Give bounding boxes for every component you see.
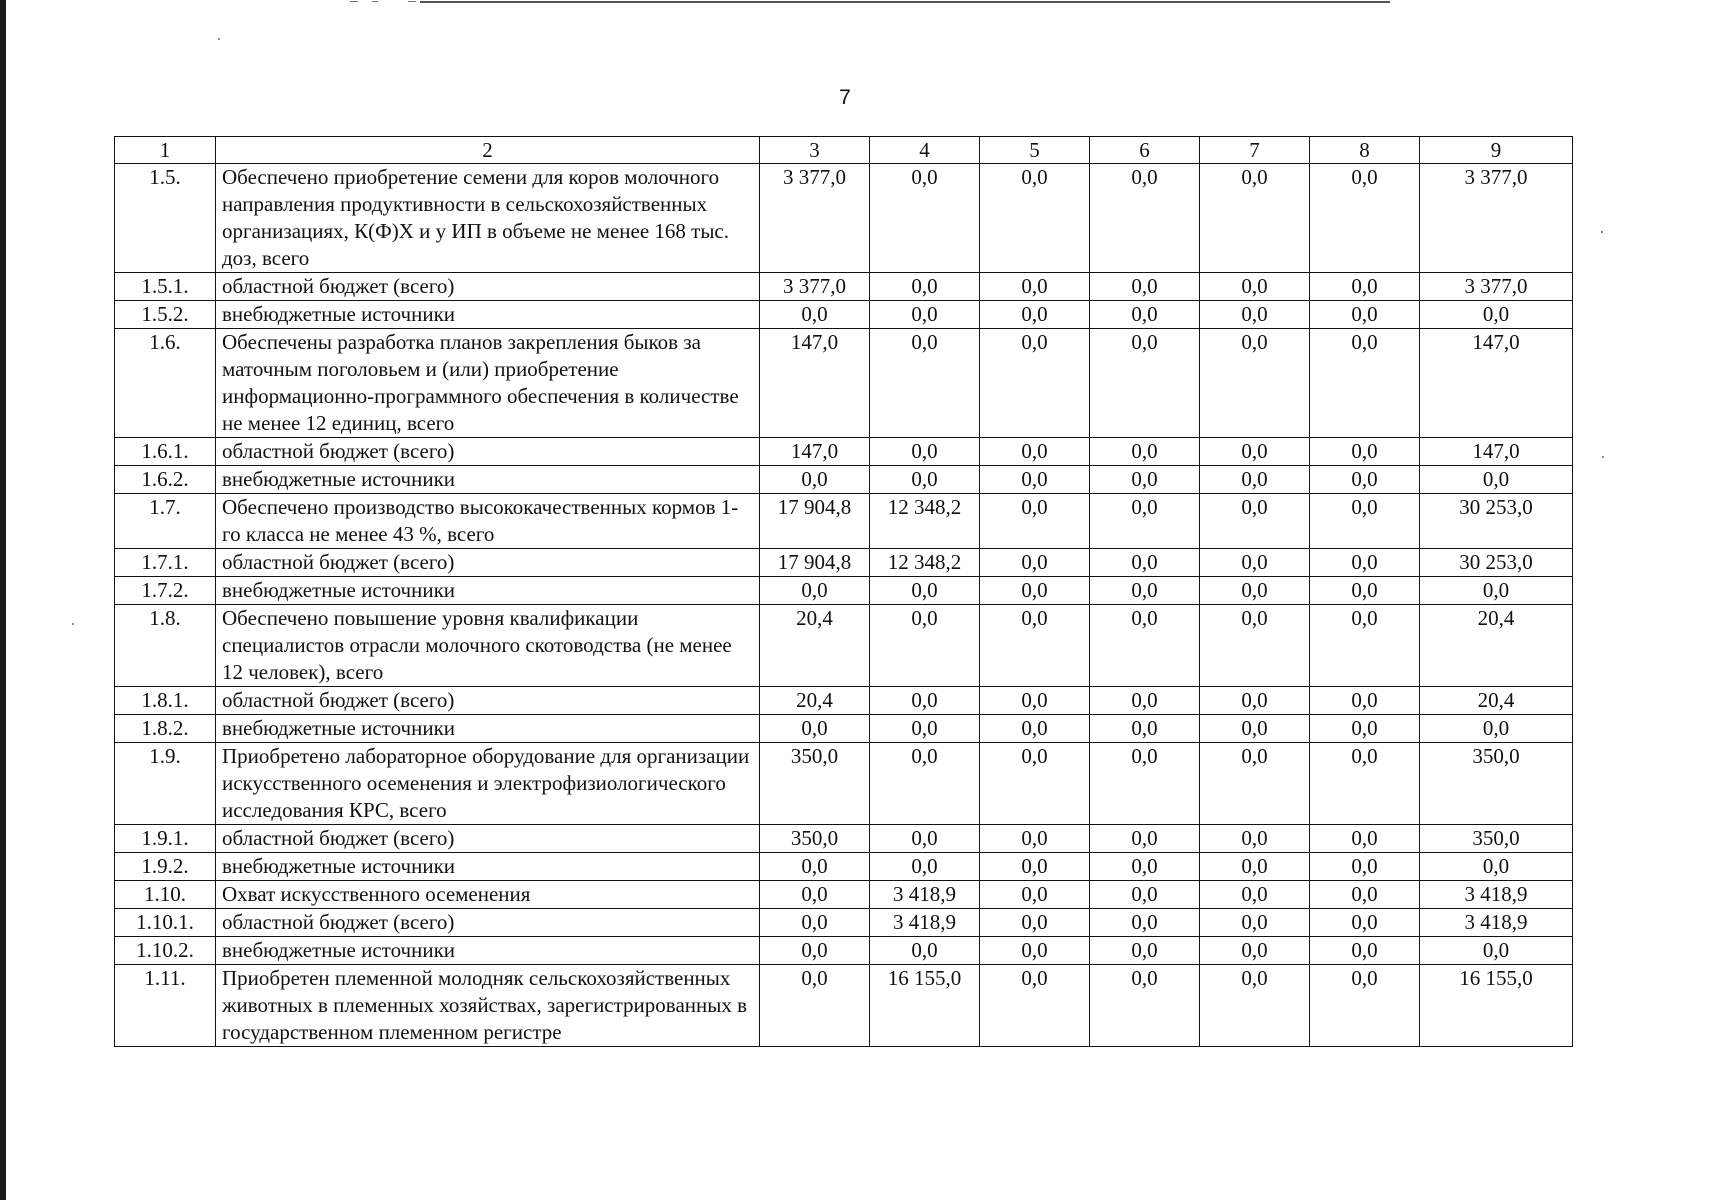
row-total: 0,0 [1420, 466, 1573, 494]
table-row [115, 687, 1573, 715]
row-value: 0,0 [1090, 273, 1200, 301]
row-value: 0,0 [1310, 715, 1420, 743]
row-value: 0,0 [1090, 965, 1200, 1047]
row-description: Обеспечено производство высококачественных кормов 1-го класса не менее 43 %, всего [216, 494, 760, 549]
row-value: 0,0 [1200, 466, 1310, 494]
row-code: 1.11. [115, 965, 216, 1047]
column-header: 5 [980, 137, 1090, 164]
row-value: 3 377,0 [760, 273, 870, 301]
row-value: 0,0 [870, 577, 980, 605]
row-description: Обеспечено приобретение семени для коров молочного направления продуктивности в сельскохозяйственных организациях, К(Ф)Х и у ИП в объеме не менее 168 тыс. доз, всего [216, 164, 760, 273]
page-number: 7 [839, 86, 851, 109]
row-total: 3 418,9 [1420, 909, 1573, 937]
column-header: 3 [760, 137, 870, 164]
row-value: 12 348,2 [870, 549, 980, 577]
row-value: 0,0 [1200, 909, 1310, 937]
row-description: внебюджетные источники [216, 301, 760, 329]
row-description: Обеспечено повышение уровня квалификации специалистов отрасли молочного скотоводства (не менее 12 человек), всего [216, 605, 760, 687]
row-value: 0,0 [980, 329, 1090, 438]
row-value: 0,0 [1310, 909, 1420, 937]
row-value: 0,0 [980, 937, 1090, 965]
row-value: 0,0 [760, 937, 870, 965]
scan-mark [372, 1, 378, 2]
row-description: областной бюджет (всего) [216, 825, 760, 853]
row-value: 0,0 [1090, 164, 1200, 273]
row-value: 350,0 [760, 825, 870, 853]
row-code: 1.9.2. [115, 853, 216, 881]
row-description: внебюджетные источники [216, 466, 760, 494]
row-value: 0,0 [1200, 743, 1310, 825]
row-value: 0,0 [1090, 466, 1200, 494]
row-value: 0,0 [980, 909, 1090, 937]
row-value: 0,0 [870, 329, 980, 438]
row-value: 0,0 [760, 965, 870, 1047]
row-value: 0,0 [760, 577, 870, 605]
row-value: 16 155,0 [870, 965, 980, 1047]
row-value: 0,0 [980, 549, 1090, 577]
row-code: 1.10.2. [115, 937, 216, 965]
row-total: 20,4 [1420, 687, 1573, 715]
row-value: 0,0 [1090, 577, 1200, 605]
row-value: 0,0 [1200, 881, 1310, 909]
row-description: Приобретен племенной молодняк сельскохозяйственных животных в племенных хозяйствах, зарегистрированных в государственном племенном регистре [216, 965, 760, 1047]
row-value: 0,0 [1310, 164, 1420, 273]
table-row [115, 577, 1573, 605]
column-header: 7 [1200, 137, 1310, 164]
row-value: 0,0 [980, 687, 1090, 715]
row-value: 0,0 [1200, 715, 1310, 743]
column-header: 2 [216, 137, 760, 164]
row-value: 0,0 [1200, 825, 1310, 853]
row-value: 3 418,9 [870, 909, 980, 937]
table-row [115, 329, 1573, 438]
row-value: 0,0 [980, 438, 1090, 466]
scan-speck [72, 623, 74, 625]
row-value: 0,0 [1200, 438, 1310, 466]
row-value: 0,0 [1090, 853, 1200, 881]
row-value: 20,4 [760, 605, 870, 687]
row-value: 0,0 [760, 466, 870, 494]
row-value: 0,0 [1200, 301, 1310, 329]
row-value: 0,0 [1310, 329, 1420, 438]
table-row [115, 273, 1573, 301]
scan-mark [408, 1, 416, 2]
column-header: 1 [115, 137, 216, 164]
row-value: 0,0 [1310, 605, 1420, 687]
row-total: 350,0 [1420, 825, 1573, 853]
row-value: 350,0 [760, 743, 870, 825]
row-code: 1.10.1. [115, 909, 216, 937]
row-description: внебюджетные источники [216, 853, 760, 881]
row-value: 0,0 [870, 273, 980, 301]
row-description: Охват искусственного осеменения [216, 881, 760, 909]
row-value: 0,0 [1090, 715, 1200, 743]
row-value: 0,0 [980, 494, 1090, 549]
row-code: 1.5.2. [115, 301, 216, 329]
table-row [115, 466, 1573, 494]
row-description: Приобретено лабораторное оборудование для организации искусственного осеменения и электрофизиологического исследования КРС, всего [216, 743, 760, 825]
scan-mark [350, 1, 358, 2]
row-value: 0,0 [760, 881, 870, 909]
row-total: 30 253,0 [1420, 494, 1573, 549]
row-value: 0,0 [760, 909, 870, 937]
row-value: 0,0 [1200, 329, 1310, 438]
row-value: 0,0 [1310, 965, 1420, 1047]
table-row [115, 301, 1573, 329]
table-row [115, 715, 1573, 743]
table-row [115, 909, 1573, 937]
row-value: 0,0 [1200, 853, 1310, 881]
row-value: 0,0 [1090, 605, 1200, 687]
row-total: 0,0 [1420, 577, 1573, 605]
row-total: 147,0 [1420, 438, 1573, 466]
scan-top-rule [420, 1, 1390, 3]
row-code: 1.10. [115, 881, 216, 909]
row-description: областной бюджет (всего) [216, 549, 760, 577]
row-value: 0,0 [1310, 577, 1420, 605]
row-value: 0,0 [1200, 577, 1310, 605]
row-value: 0,0 [870, 466, 980, 494]
table-row [115, 937, 1573, 965]
row-value: 0,0 [1090, 549, 1200, 577]
row-total: 0,0 [1420, 715, 1573, 743]
row-value: 0,0 [980, 577, 1090, 605]
row-description: областной бюджет (всего) [216, 438, 760, 466]
row-value: 0,0 [1090, 301, 1200, 329]
row-value: 0,0 [1310, 853, 1420, 881]
row-description: внебюджетные источники [216, 715, 760, 743]
row-total: 350,0 [1420, 743, 1573, 825]
row-value: 0,0 [980, 466, 1090, 494]
row-value: 3 377,0 [760, 164, 870, 273]
row-code: 1.6. [115, 329, 216, 438]
row-value: 0,0 [870, 825, 980, 853]
table-header-row [115, 137, 1573, 164]
row-value: 0,0 [870, 853, 980, 881]
column-header: 6 [1090, 137, 1200, 164]
row-code: 1.7.1. [115, 549, 216, 577]
row-value: 0,0 [980, 605, 1090, 687]
row-value: 0,0 [1090, 937, 1200, 965]
row-value: 0,0 [1200, 687, 1310, 715]
table-row [115, 743, 1573, 825]
row-code: 1.6.2. [115, 466, 216, 494]
row-description: Обеспечены разработка планов закрепления быков за маточным поголовьем и (или) приобретение информационно-программного обеспечения в количестве не менее 12 единиц, всего [216, 329, 760, 438]
row-value: 0,0 [1310, 937, 1420, 965]
row-value: 20,4 [760, 687, 870, 715]
row-value: 0,0 [870, 164, 980, 273]
row-code: 1.5. [115, 164, 216, 273]
row-description: областной бюджет (всего) [216, 909, 760, 937]
row-value: 0,0 [1090, 909, 1200, 937]
scan-edge-shadow [0, 0, 6, 1200]
row-value: 0,0 [1310, 825, 1420, 853]
table-row [115, 605, 1573, 687]
row-value: 0,0 [1090, 743, 1200, 825]
row-code: 1.8.2. [115, 715, 216, 743]
table-row [115, 438, 1573, 466]
row-value: 3 418,9 [870, 881, 980, 909]
row-value: 0,0 [1310, 301, 1420, 329]
row-value: 0,0 [760, 715, 870, 743]
row-value: 0,0 [1090, 438, 1200, 466]
row-value: 0,0 [1200, 965, 1310, 1047]
row-value: 0,0 [1200, 494, 1310, 549]
row-value: 0,0 [980, 825, 1090, 853]
column-header: 9 [1420, 137, 1573, 164]
row-value: 147,0 [760, 329, 870, 438]
row-code: 1.8.1. [115, 687, 216, 715]
row-value: 0,0 [1200, 605, 1310, 687]
row-total: 0,0 [1420, 937, 1573, 965]
scan-speck [1602, 456, 1604, 458]
row-value: 0,0 [1090, 881, 1200, 909]
table-row [115, 853, 1573, 881]
table-row [115, 494, 1573, 549]
row-value: 0,0 [760, 301, 870, 329]
row-total: 147,0 [1420, 329, 1573, 438]
row-code: 1.9. [115, 743, 216, 825]
row-total: 0,0 [1420, 853, 1573, 881]
row-total: 3 377,0 [1420, 164, 1573, 273]
row-value: 0,0 [980, 743, 1090, 825]
scan-speck [218, 38, 220, 40]
row-description: областной бюджет (всего) [216, 273, 760, 301]
row-description: внебюджетные источники [216, 937, 760, 965]
row-value: 147,0 [760, 438, 870, 466]
table-row [115, 825, 1573, 853]
row-value: 0,0 [1310, 438, 1420, 466]
row-value: 0,0 [870, 743, 980, 825]
row-value: 0,0 [980, 273, 1090, 301]
row-value: 0,0 [1200, 164, 1310, 273]
row-code: 1.7. [115, 494, 216, 549]
column-header: 4 [870, 137, 980, 164]
row-value: 0,0 [870, 605, 980, 687]
row-value: 0,0 [1310, 549, 1420, 577]
row-code: 1.5.1. [115, 273, 216, 301]
row-value: 0,0 [980, 853, 1090, 881]
row-value: 0,0 [980, 965, 1090, 1047]
row-value: 12 348,2 [870, 494, 980, 549]
budget-table [114, 136, 1573, 1047]
row-code: 1.6.1. [115, 438, 216, 466]
row-value: 0,0 [870, 715, 980, 743]
row-value: 0,0 [760, 853, 870, 881]
row-value: 0,0 [1200, 273, 1310, 301]
row-value: 0,0 [1310, 273, 1420, 301]
table-body [115, 164, 1573, 1047]
row-total: 3 418,9 [1420, 881, 1573, 909]
row-value: 0,0 [1090, 494, 1200, 549]
row-value: 0,0 [1310, 687, 1420, 715]
row-value: 0,0 [980, 164, 1090, 273]
row-code: 1.7.2. [115, 577, 216, 605]
row-value: 0,0 [1200, 937, 1310, 965]
row-total: 3 377,0 [1420, 273, 1573, 301]
row-value: 17 904,8 [760, 494, 870, 549]
row-value: 0,0 [870, 438, 980, 466]
row-value: 0,0 [980, 301, 1090, 329]
row-value: 0,0 [1090, 825, 1200, 853]
row-value: 0,0 [870, 937, 980, 965]
row-value: 0,0 [1200, 549, 1310, 577]
row-value: 0,0 [1310, 494, 1420, 549]
row-value: 0,0 [1090, 687, 1200, 715]
table-row [115, 164, 1573, 273]
row-value: 0,0 [1090, 329, 1200, 438]
table-row [115, 965, 1573, 1047]
row-value: 0,0 [980, 715, 1090, 743]
column-header: 8 [1310, 137, 1420, 164]
row-value: 0,0 [1310, 881, 1420, 909]
row-value: 0,0 [870, 301, 980, 329]
row-code: 1.8. [115, 605, 216, 687]
row-total: 16 155,0 [1420, 965, 1573, 1047]
row-total: 20,4 [1420, 605, 1573, 687]
table-row [115, 881, 1573, 909]
table-row [115, 549, 1573, 577]
row-value: 0,0 [1310, 466, 1420, 494]
row-value: 0,0 [1310, 743, 1420, 825]
row-total: 0,0 [1420, 301, 1573, 329]
row-total: 30 253,0 [1420, 549, 1573, 577]
row-value: 17 904,8 [760, 549, 870, 577]
scan-speck [1601, 231, 1603, 233]
row-description: внебюджетные источники [216, 577, 760, 605]
row-code: 1.9.1. [115, 825, 216, 853]
row-description: областной бюджет (всего) [216, 687, 760, 715]
row-value: 0,0 [980, 881, 1090, 909]
row-value: 0,0 [870, 687, 980, 715]
